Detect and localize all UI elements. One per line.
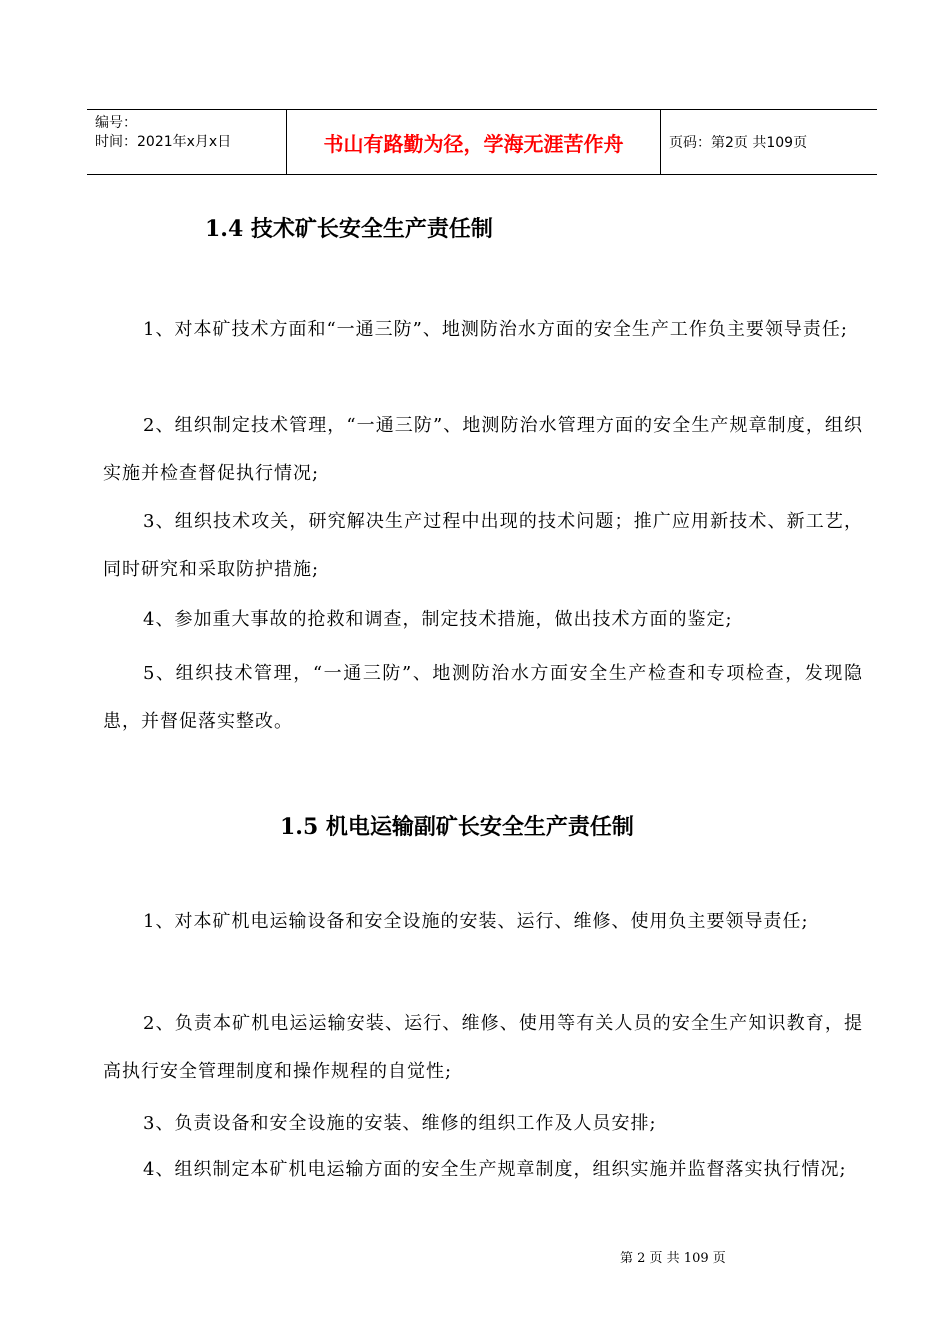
paragraph: 2、负责本矿机电运运输安装、运行、维修、使用等有关人员的安全生产知识教育，提高执行安全管理制度和操作规程的自觉性; [103,1013,863,1082]
header-motto: 书山有路勤为径，学海无涯苦作舟 [287,110,661,174]
paragraph: 3、负责设备和安全设施的安装、维修的组织工作及人员安排; [143,1113,657,1134]
page-footer: 第 2 页 共 109 页 [620,1251,726,1266]
section-title: 1.5 机电运输副矿长安全生产责任制 [280,814,634,840]
paragraph: 4、组织制定本矿机电运输方面的安全生产规章制度，组织实施并监督落实执行情况; [143,1159,847,1180]
header-page-info: 页码：第2页 共109页 [669,135,808,151]
paragraph: 1、对本矿机电运输设备和安全设施的安装、运行、维修、使用负主要领导责任; [143,911,809,932]
time-label: 时间：2021年x月x日 [95,134,232,150]
paragraph: 4、参加重大事故的抢救和调查，制定技术措施，做出技术方面的鉴定; [143,609,733,630]
header-meta [87,110,287,174]
paragraph: 2、组织制定技术管理，“一通三防”、地测防治水管理方面的安全生产规章制度，组织实施并检查督促执行情况; [103,415,863,484]
page-header [87,109,877,175]
paragraph: 5、组织技术管理，“一通三防”、地测防治水方面安全生产检查和专项检查，发现隐患，并督促落实整改。 [103,663,863,732]
paragraph: 1、对本矿技术方面和“一通三防”、地测防治水方面的安全生产工作负主要领导责任; [143,319,848,340]
paragraph: 3、组织技术攻关，研究解决生产过程中出现的技术问题；推广应用新技术、新工艺，同时研究和采取防护措施; [103,511,863,580]
section-title: 1.4 技术矿长安全生产责任制 [205,216,493,242]
number-label: 编号： [95,115,137,131]
